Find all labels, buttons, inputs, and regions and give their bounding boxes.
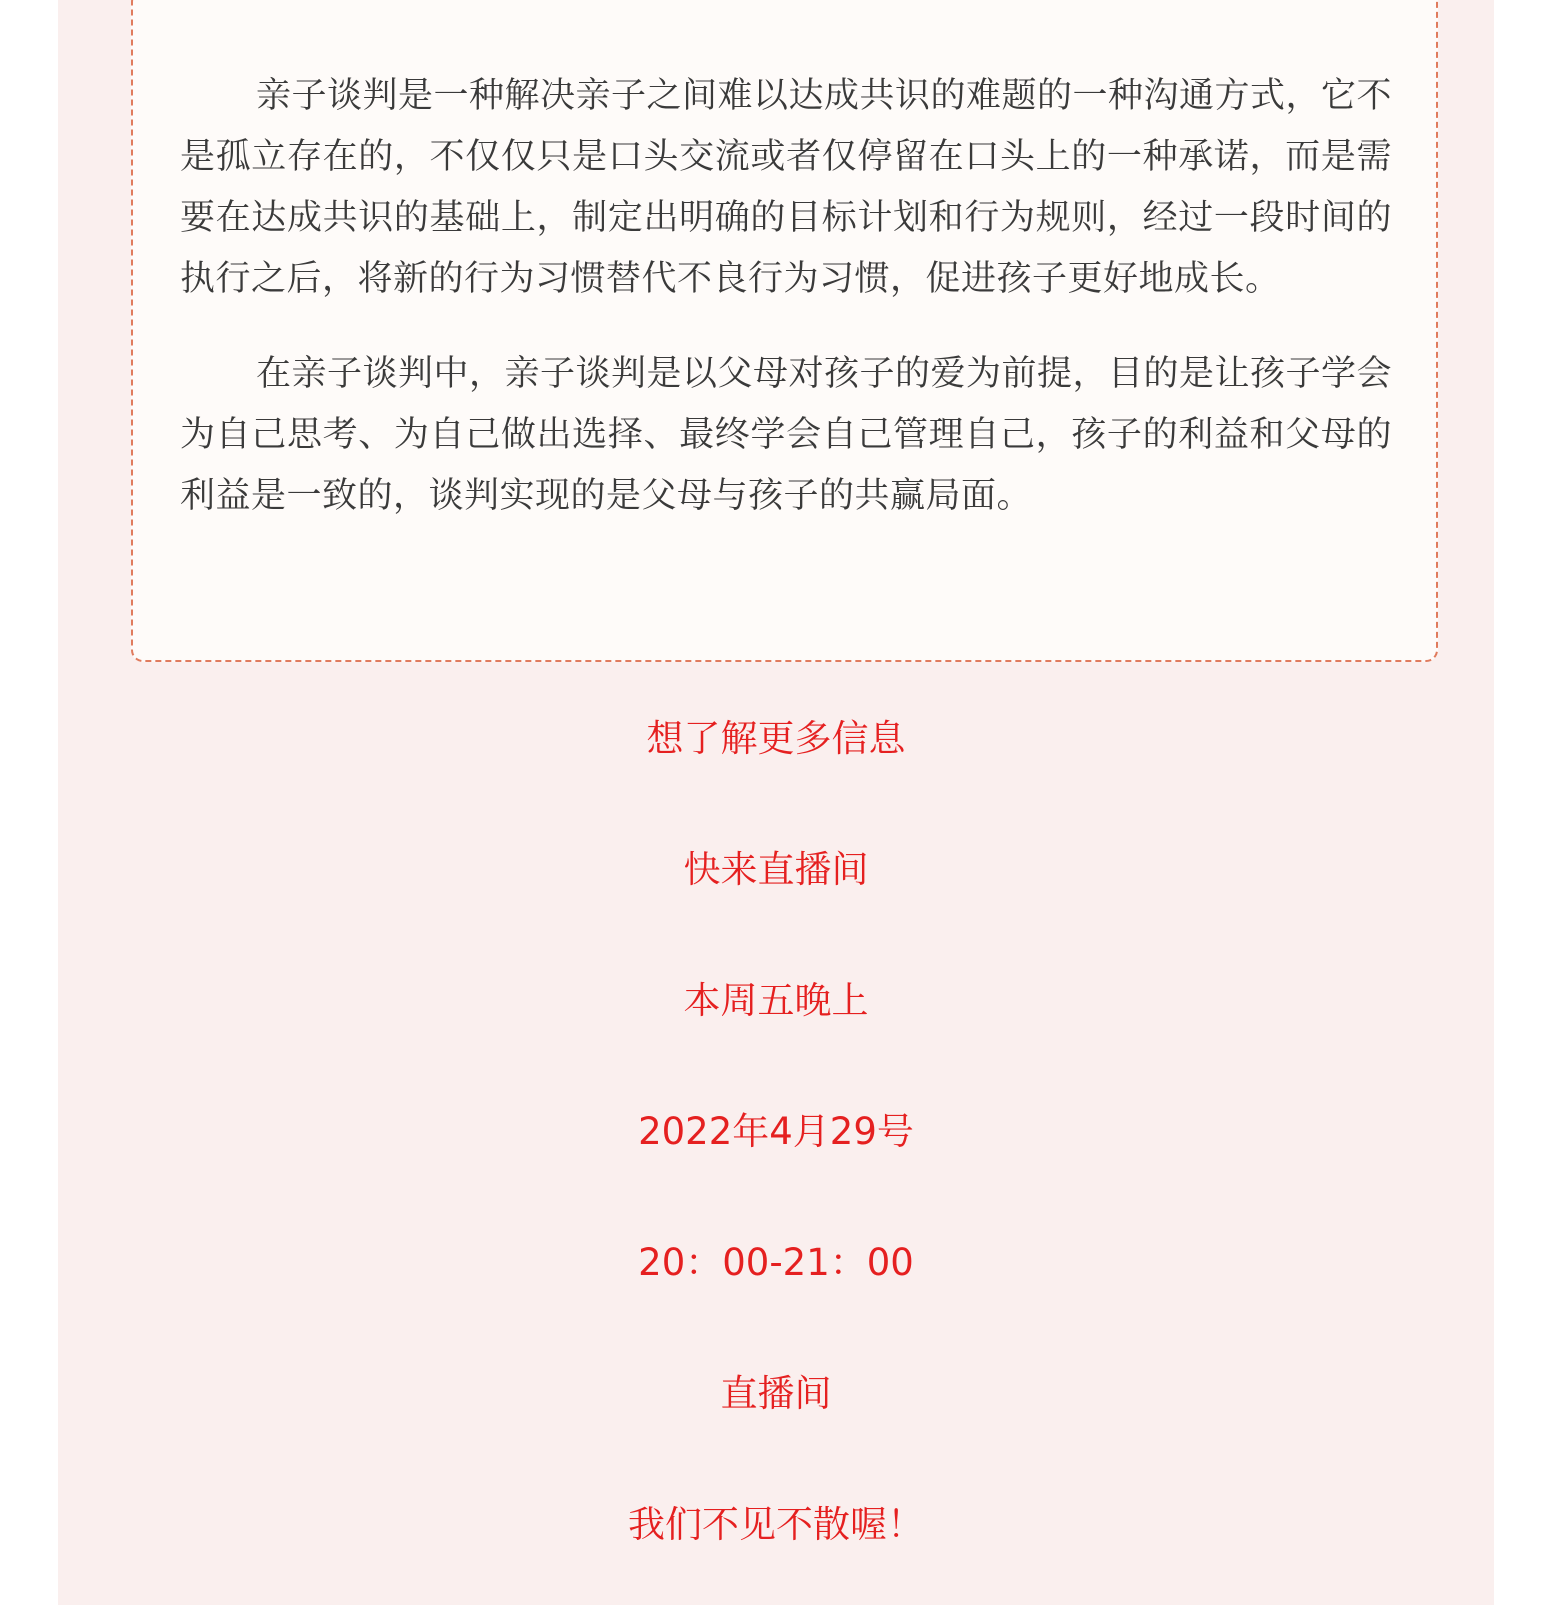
live-stream-promo <box>58 700 1494 1617</box>
promo-line-live-room: 直播间 <box>720 1372 832 1415</box>
promo-line-friday-night: 本周五晚上 <box>683 979 869 1022</box>
article-paragraph-2: 在亲子谈判中，亲子谈判是以父母对孩子的爱为前提，目的是让孩子学会为自己思考、为自己做出选择、最终学会自己管理自己，孩子的利益和父母的利益是一致的，谈判实现的是父母与孩子的共赢局面。 <box>180 354 1393 516</box>
promo-line-date: 2022年4月29号 <box>638 1110 914 1153</box>
article-paragraph-1: 亲子谈判是一种解决亲子之间难以达成共识的难题的一种沟通方式，它不是孤立存在的，不仅仅只是口头交流或者仅停留在口头上的一种承诺，而是需要在达成共识的基础上，制定出明确的目标计划和行为规则，经过一段时间的执行之后，将新的行为习惯替代不良行为习惯，促进孩子更好地成长。 <box>180 76 1393 299</box>
promo-line-more-info: 想了解更多信息 <box>646 717 906 760</box>
promo-line-see-you: 我们不见不散喔！ <box>628 1503 924 1546</box>
promo-line-time: 20：00-21：00 <box>638 1241 914 1284</box>
article-body <box>180 66 1392 561</box>
promo-line-come-to-stream: 快来直播间 <box>683 848 869 891</box>
